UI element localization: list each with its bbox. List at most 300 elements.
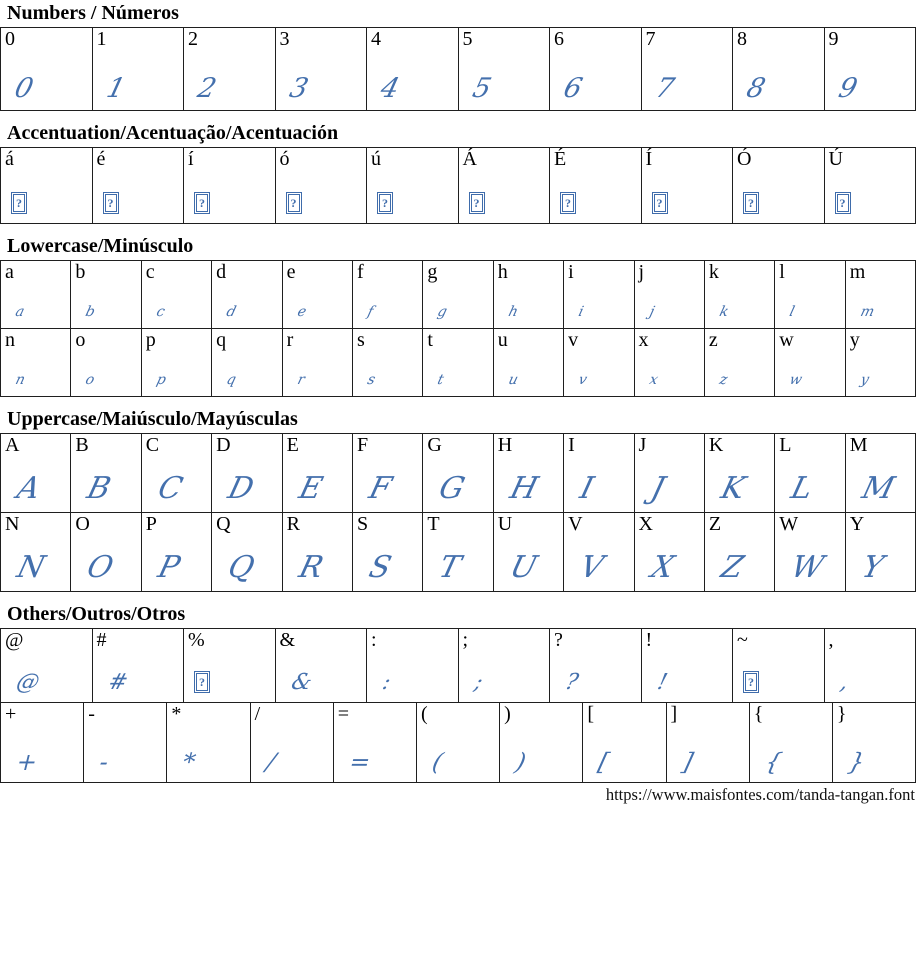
- printed-char: ;: [462, 629, 469, 651]
- printed-char: G: [427, 434, 442, 456]
- glyph-cell: [824, 629, 916, 702]
- missing-glyph-box: ?: [11, 192, 27, 214]
- glyph-cell: [563, 329, 633, 396]
- printed-char: 1: [96, 28, 107, 50]
- glyph-cell: [499, 703, 582, 782]
- glyph-cell: [1, 28, 92, 110]
- printed-char: {: [753, 703, 764, 725]
- glyph-cell: [563, 261, 633, 328]
- handwritten-glyph: *: [179, 748, 199, 776]
- glyph-row: [0, 147, 916, 224]
- printed-char: 0: [5, 28, 15, 50]
- handwritten-glyph: +: [13, 748, 41, 776]
- glyph-cell: [732, 28, 824, 110]
- handwritten-glyph: A: [13, 471, 44, 506]
- glyph-cell: [70, 513, 140, 591]
- handwritten-glyph: R: [295, 550, 327, 585]
- printed-char: %: [188, 629, 205, 651]
- section-title: Lowercase/Minúsculo: [7, 235, 194, 257]
- glyph-cell: [563, 513, 633, 591]
- printed-char: ): [504, 703, 511, 725]
- handwritten-glyph: O: [83, 550, 118, 585]
- glyph-cell: [352, 261, 422, 328]
- handwritten-glyph: b: [84, 304, 98, 320]
- printed-char: é: [96, 148, 106, 170]
- handwritten-glyph: h: [506, 304, 520, 320]
- section-others: [0, 603, 916, 783]
- handwritten-glyph: M: [858, 471, 898, 506]
- printed-char: j: [638, 261, 645, 283]
- printed-char: F: [356, 434, 369, 456]
- font-specimen-page: [0, 2, 916, 975]
- glyph-cell: [732, 629, 824, 702]
- printed-char: g: [427, 261, 438, 283]
- printed-char: E: [286, 434, 299, 456]
- printed-char: ~: [737, 629, 748, 651]
- printed-char: n: [5, 329, 15, 351]
- glyph-cell: [1, 629, 92, 702]
- printed-char: U: [497, 513, 513, 535]
- printed-char: u: [497, 329, 508, 351]
- glyph-cell: [774, 513, 844, 591]
- glyph-row: [0, 628, 916, 703]
- glyph-cell: [282, 434, 352, 512]
- handwritten-glyph: k: [717, 304, 731, 320]
- glyph-cell: [1, 148, 92, 223]
- glyph-cell: [282, 513, 352, 591]
- handwritten-glyph: #: [105, 670, 130, 695]
- handwritten-glyph: F: [365, 471, 396, 506]
- glyph-grid: [0, 27, 916, 111]
- glyph-cell: [366, 148, 458, 223]
- handwritten-glyph: u: [506, 372, 520, 388]
- printed-char: O: [75, 513, 90, 535]
- handwritten-glyph: ): [512, 748, 529, 776]
- section-title: Others/Outros/Otros: [7, 603, 186, 625]
- handwritten-glyph: o: [84, 372, 97, 388]
- glyph-cell: [275, 28, 367, 110]
- handwritten-glyph: f: [365, 304, 375, 320]
- printed-char: *: [171, 703, 182, 725]
- handwritten-glyph: -: [96, 748, 112, 776]
- printed-char: !: [645, 629, 653, 651]
- missing-glyph-box: ?: [652, 192, 668, 214]
- glyph-cell: [458, 148, 550, 223]
- glyph-cell: [211, 434, 281, 512]
- printed-char: z: [708, 329, 718, 351]
- handwritten-glyph: a: [13, 304, 27, 320]
- glyph-cell: [704, 434, 774, 512]
- handwritten-glyph: [: [595, 748, 613, 776]
- section-accentuation: [0, 122, 916, 224]
- missing-glyph-box: ?: [194, 192, 210, 214]
- printed-char: W: [779, 513, 799, 535]
- glyph-cell: [141, 261, 211, 328]
- handwritten-glyph: 5: [469, 73, 494, 104]
- handwritten-glyph: /: [263, 748, 279, 776]
- glyph-cell: [352, 329, 422, 396]
- glyph-cell: [666, 703, 749, 782]
- glyph-cell: [183, 28, 275, 110]
- glyph-cell: [275, 629, 367, 702]
- printed-char: 6: [554, 28, 564, 50]
- glyph-cell: [92, 148, 184, 223]
- printed-char: :: [371, 629, 377, 651]
- printed-char: Á: [462, 148, 477, 170]
- handwritten-glyph: m: [858, 304, 876, 320]
- glyph-row: [0, 27, 916, 111]
- handwritten-glyph: p: [154, 372, 168, 388]
- missing-glyph-box: ?: [469, 192, 485, 214]
- glyph-cell: [824, 28, 916, 110]
- handwritten-glyph: v: [576, 372, 589, 388]
- printed-char: R: [286, 513, 300, 535]
- printed-char: 9: [828, 28, 839, 50]
- glyph-cell: [824, 148, 916, 223]
- printed-char: r: [286, 329, 294, 351]
- printed-char: +: [5, 703, 17, 725]
- glyph-row: [0, 433, 916, 513]
- handwritten-glyph: L: [787, 471, 817, 506]
- glyph-cell: [211, 261, 281, 328]
- handwritten-glyph: g: [436, 304, 450, 320]
- source-url: https://www.maisfontes.com/tanda-tangan.font: [605, 785, 915, 804]
- handwritten-glyph: W: [787, 550, 828, 585]
- missing-glyph-box: ?: [743, 192, 759, 214]
- glyph-cell: [141, 513, 211, 591]
- handwritten-glyph: Q: [224, 550, 259, 585]
- glyph-cell: [641, 629, 733, 702]
- handwritten-glyph: 1: [103, 73, 128, 104]
- handwritten-glyph: 6: [560, 73, 586, 104]
- handwritten-glyph: V: [576, 550, 608, 585]
- printed-char: X: [638, 513, 653, 535]
- printed-char: i: [568, 261, 574, 283]
- printed-char: V: [568, 513, 583, 535]
- printed-char: í: [188, 148, 194, 170]
- glyph-cell: [458, 629, 550, 702]
- printed-char: @: [5, 629, 24, 651]
- handwritten-glyph: &: [288, 670, 315, 695]
- printed-char: -: [88, 703, 95, 725]
- printed-char: v: [568, 329, 579, 351]
- printed-char: m: [849, 261, 866, 283]
- glyph-cell: [732, 148, 824, 223]
- printed-char: ]: [670, 703, 678, 725]
- glyph-cell: [282, 329, 352, 396]
- printed-char: y: [849, 329, 860, 351]
- missing-glyph-box: ?: [743, 671, 759, 693]
- handwritten-glyph: s: [365, 372, 377, 388]
- glyph-cell: [493, 513, 563, 591]
- handwritten-glyph: H: [506, 471, 542, 506]
- printed-char: Z: [708, 513, 722, 535]
- printed-char: N: [5, 513, 20, 535]
- glyph-cell: [845, 329, 915, 396]
- handwritten-glyph: 2: [194, 73, 220, 104]
- glyph-cell: [352, 434, 422, 512]
- handwritten-glyph: q: [224, 372, 238, 388]
- handwritten-glyph: 8: [743, 73, 769, 104]
- handwritten-glyph: i: [576, 304, 586, 320]
- glyph-cell: [774, 329, 844, 396]
- glyph-cell: [366, 28, 458, 110]
- missing-glyph-box: ?: [194, 671, 210, 693]
- printed-char: D: [216, 434, 231, 456]
- handwritten-glyph: 3: [286, 73, 311, 104]
- printed-char: Y: [849, 513, 865, 535]
- handwritten-glyph: ]: [679, 748, 696, 776]
- glyph-cell: [141, 329, 211, 396]
- glyph-cell: [352, 513, 422, 591]
- printed-char: 7: [645, 28, 656, 50]
- glyph-cell: [183, 629, 275, 702]
- printed-char: x: [638, 329, 649, 351]
- glyph-grid: [0, 260, 916, 397]
- section-uppercase: [0, 408, 916, 592]
- glyph-cell: [845, 434, 915, 512]
- printed-char: #: [96, 629, 107, 651]
- handwritten-glyph: e: [295, 304, 308, 320]
- printed-char: ú: [371, 148, 381, 170]
- printed-char: C: [145, 434, 160, 456]
- glyph-cell: [166, 703, 249, 782]
- printed-char: =: [337, 703, 350, 725]
- glyph-cell: [422, 434, 492, 512]
- glyph-cell: [582, 703, 665, 782]
- section-title: Numbers / Números: [7, 2, 179, 24]
- handwritten-glyph: r: [295, 372, 307, 388]
- printed-char: 2: [188, 28, 198, 50]
- handwritten-glyph: }: [845, 748, 868, 776]
- printed-char: I: [568, 434, 575, 456]
- section-title: Uppercase/Maiúsculo/Mayúsculas: [7, 408, 298, 430]
- printed-char: ,: [828, 629, 834, 651]
- handwritten-glyph: {: [762, 748, 785, 776]
- handwritten-glyph: 9: [835, 73, 860, 104]
- handwritten-glyph: T: [435, 550, 465, 585]
- glyph-cell: [549, 148, 641, 223]
- glyph-cell: [704, 329, 774, 396]
- section-lowercase: [0, 235, 916, 397]
- glyph-cell: [774, 261, 844, 328]
- printed-char: l: [779, 261, 785, 283]
- glyph-cell: [211, 513, 281, 591]
- handwritten-glyph: E: [295, 471, 326, 506]
- printed-char: H: [497, 434, 513, 456]
- printed-char: 3: [279, 28, 290, 50]
- glyph-cell: [641, 148, 733, 223]
- glyph-cell: [92, 28, 184, 110]
- printed-char: 5: [462, 28, 473, 50]
- glyph-row: [0, 260, 916, 329]
- missing-glyph-box: ?: [835, 192, 851, 214]
- section-numbers: [0, 2, 916, 111]
- printed-char: w: [779, 329, 794, 351]
- glyph-grid: [0, 147, 916, 224]
- glyph-cell: [493, 261, 563, 328]
- glyph-cell: [70, 261, 140, 328]
- glyph-cell: [634, 329, 704, 396]
- handwritten-glyph: =: [346, 748, 374, 776]
- handwritten-glyph: S: [365, 550, 395, 585]
- printed-char: M: [849, 434, 868, 456]
- handwritten-glyph: G: [435, 471, 469, 506]
- handwritten-glyph: Z: [717, 550, 747, 585]
- glyph-cell: [333, 703, 416, 782]
- glyph-cell: [458, 28, 550, 110]
- handwritten-glyph: !: [654, 670, 670, 695]
- printed-char: á: [5, 148, 14, 170]
- printed-char: k: [708, 261, 719, 283]
- glyph-cell: [183, 148, 275, 223]
- handwritten-glyph: 4: [377, 73, 403, 104]
- handwritten-glyph: 7: [652, 73, 677, 104]
- glyph-row: [0, 328, 916, 397]
- handwritten-glyph: Y: [858, 550, 887, 585]
- handwritten-glyph: N: [13, 550, 49, 585]
- glyph-cell: [422, 261, 492, 328]
- handwritten-glyph: ?: [562, 670, 581, 695]
- glyph-cell: [416, 703, 499, 782]
- printed-char: É: [554, 148, 567, 170]
- glyph-cell: [1, 434, 70, 512]
- handwritten-glyph: @: [13, 670, 42, 695]
- glyph-cell: [1, 261, 70, 328]
- printed-char: L: [779, 434, 792, 456]
- printed-char: ó: [279, 148, 290, 170]
- handwritten-glyph: x: [647, 372, 660, 388]
- printed-char: B: [75, 434, 89, 456]
- missing-glyph-box: ?: [377, 192, 393, 214]
- printed-char: Ó: [737, 148, 752, 170]
- glyph-cell: [1, 703, 83, 782]
- printed-char: p: [145, 329, 156, 351]
- glyph-row: [0, 702, 916, 783]
- glyph-cell: [549, 28, 641, 110]
- glyph-cell: [422, 513, 492, 591]
- handwritten-glyph: K: [717, 471, 749, 506]
- printed-char: S: [356, 513, 369, 535]
- handwritten-glyph: X: [647, 550, 678, 585]
- handwritten-glyph: ;: [471, 670, 485, 695]
- printed-char: d: [216, 261, 227, 283]
- printed-char: a: [5, 261, 14, 283]
- handwritten-glyph: P: [154, 550, 184, 585]
- printed-char: J: [638, 434, 647, 456]
- printed-char: t: [427, 329, 433, 351]
- handwritten-glyph: w: [788, 372, 805, 388]
- glyph-cell: [70, 329, 140, 396]
- printed-char: Q: [216, 513, 231, 535]
- glyph-cell: [1, 329, 70, 396]
- glyph-cell: [704, 261, 774, 328]
- glyph-cell: [493, 329, 563, 396]
- printed-char: 4: [371, 28, 381, 50]
- glyph-cell: [845, 513, 915, 591]
- handwritten-glyph: D: [224, 471, 258, 506]
- printed-char: }: [836, 703, 847, 725]
- handwritten-glyph: z: [717, 372, 730, 388]
- glyph-cell: [563, 434, 633, 512]
- glyph-cell: [275, 148, 367, 223]
- handwritten-glyph: J: [647, 471, 668, 506]
- printed-char: (: [420, 703, 428, 725]
- glyph-cell: [634, 434, 704, 512]
- missing-glyph-box: ?: [286, 192, 302, 214]
- handwritten-glyph: I: [576, 471, 598, 506]
- missing-glyph-box: ?: [560, 192, 576, 214]
- printed-char: c: [145, 261, 155, 283]
- glyph-grid: [0, 628, 916, 783]
- handwritten-glyph: n: [13, 372, 27, 388]
- handwritten-glyph: (: [429, 748, 446, 776]
- printed-char: ?: [554, 629, 563, 651]
- printed-char: q: [216, 329, 227, 351]
- glyph-cell: [1, 513, 70, 591]
- glyph-cell: [749, 703, 832, 782]
- handwritten-glyph: B: [83, 471, 115, 506]
- glyph-cell: [211, 329, 281, 396]
- printed-char: K: [708, 434, 724, 456]
- handwritten-glyph: C: [154, 471, 186, 506]
- printed-char: h: [497, 261, 508, 283]
- printed-char: [: [587, 703, 594, 725]
- glyph-cell: [774, 434, 844, 512]
- printed-char: o: [75, 329, 86, 351]
- printed-char: s: [356, 329, 365, 351]
- handwritten-glyph: t: [436, 372, 446, 388]
- handwritten-glyph: l: [788, 304, 797, 320]
- printed-char: A: [5, 434, 20, 456]
- missing-glyph-box: ?: [103, 192, 119, 214]
- handwritten-glyph: c: [154, 304, 167, 320]
- printed-char: e: [286, 261, 296, 283]
- handwritten-glyph: U: [506, 550, 541, 585]
- glyph-cell: [549, 629, 641, 702]
- printed-char: /: [254, 703, 261, 725]
- printed-char: Í: [645, 148, 653, 170]
- handwritten-glyph: d: [224, 304, 238, 320]
- glyph-cell: [634, 513, 704, 591]
- printed-char: f: [356, 261, 364, 283]
- glyph-cell: [92, 629, 184, 702]
- glyph-cell: [250, 703, 333, 782]
- printed-char: T: [427, 513, 440, 535]
- handwritten-glyph: j: [647, 304, 656, 320]
- glyph-cell: [845, 261, 915, 328]
- printed-char: &: [279, 629, 296, 651]
- glyph-cell: [493, 434, 563, 512]
- glyph-cell: [641, 28, 733, 110]
- section-title: Accentuation/Acentuação/Acentuación: [7, 122, 339, 144]
- printed-char: P: [145, 513, 157, 535]
- printed-char: Ú: [828, 148, 843, 170]
- glyph-cell: [141, 434, 211, 512]
- glyph-cell: [282, 261, 352, 328]
- handwritten-glyph: 0: [11, 73, 37, 104]
- glyph-cell: [704, 513, 774, 591]
- handwritten-glyph: y: [858, 372, 871, 388]
- handwritten-glyph: :: [379, 670, 394, 695]
- printed-char: b: [75, 261, 86, 283]
- glyph-cell: [634, 261, 704, 328]
- glyph-cell: [83, 703, 166, 782]
- glyph-row: [0, 512, 916, 592]
- printed-char: 8: [737, 28, 747, 50]
- glyph-grid: [0, 433, 916, 592]
- handwritten-glyph: ,: [837, 670, 851, 695]
